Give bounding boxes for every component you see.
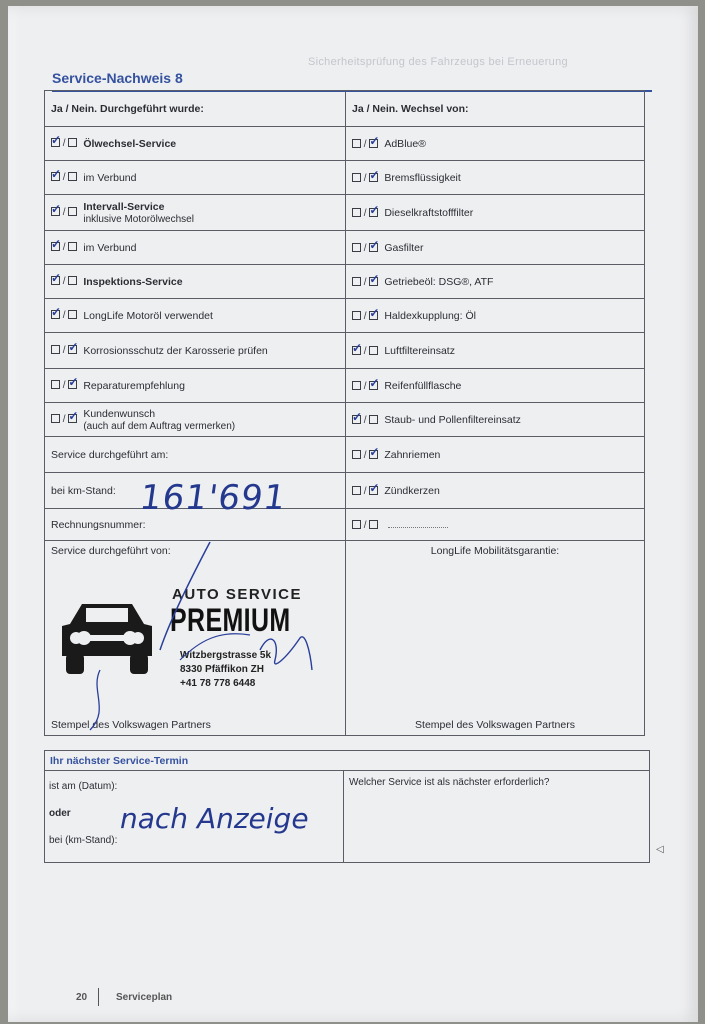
ja-nein-checkbox[interactable]: ✓ / — [51, 242, 77, 253]
nein-box[interactable] — [369, 486, 378, 495]
service-date-label: Service durchgeführt am: — [51, 448, 169, 461]
right-item-cell — [346, 161, 645, 195]
ja-box[interactable] — [352, 277, 361, 286]
ja-box[interactable] — [51, 345, 60, 354]
ja-box[interactable] — [352, 450, 361, 459]
right-item-label: AdBlue® — [384, 137, 426, 150]
ja-nein-checkbox[interactable]: / — [352, 520, 378, 531]
right-item-label: Bremsflüssigkeit — [384, 171, 461, 184]
ja-nein-checkbox[interactable]: ✓ / — [352, 415, 378, 426]
right-item-label: Haldexkupplung: Öl — [384, 309, 476, 322]
left-item-label: Ölwechsel-Service — [83, 137, 177, 150]
right-item-label: Getriebeöl: DSG®, ATF — [384, 275, 494, 288]
stamp-caption-right: Stempel des Volkswagen Partners — [415, 719, 575, 731]
nein-box[interactable] — [369, 173, 378, 182]
nein-box[interactable] — [369, 346, 378, 355]
nein-box[interactable] — [369, 415, 378, 424]
right-item-cell — [346, 195, 645, 231]
ja-box[interactable] — [51, 207, 60, 216]
right-item-cell — [346, 369, 645, 403]
stamp-address1: Witzbergstrasse 5k — [180, 650, 272, 661]
nein-box[interactable] — [68, 138, 77, 147]
left-item-label: Reparaturempfehlung — [83, 379, 185, 392]
ja-nein-checkbox[interactable]: ✓ / — [51, 138, 77, 149]
ja-box[interactable] — [352, 173, 361, 182]
left-item-cell — [45, 195, 346, 231]
right-item-cell — [346, 509, 645, 541]
left-item-label: Kundenwunsch — [83, 407, 156, 420]
footer-divider — [98, 988, 99, 1006]
ja-box[interactable] — [352, 139, 361, 148]
ja-nein-checkbox[interactable]: ✓ / — [51, 207, 77, 218]
next-service-header: Ihr nächster Service-Termin — [45, 751, 650, 771]
right-item-cell — [346, 437, 645, 473]
next-question: Welcher Service ist als nächster erforderlich? — [349, 777, 550, 788]
right-item-label: Zündkerzen — [384, 484, 440, 497]
next-question-cell — [344, 771, 650, 863]
left-item-label: Korrosionsschutz der Karosserie prüfen — [83, 344, 268, 357]
right-item-label: Staub- und Pollenfiltereinsatz — [384, 413, 521, 426]
right-item-label: Reifenfüllflasche — [384, 379, 462, 392]
nein-box[interactable] — [369, 277, 378, 286]
ja-box[interactable] — [51, 310, 60, 319]
dotted-line — [388, 527, 448, 528]
right-item-cell — [346, 231, 645, 265]
ja-nein-checkbox[interactable]: / ✓ — [352, 243, 378, 254]
ja-nein-checkbox[interactable]: ✓ / — [51, 276, 77, 287]
right-item-label: Luftfiltereinsatz — [384, 344, 455, 357]
right-item-cell — [346, 333, 645, 369]
footer-page-number: 20 — [76, 992, 88, 1003]
ja-nein-checkbox[interactable]: / ✓ — [352, 139, 378, 150]
ja-nein-checkbox[interactable]: / ✓ — [352, 208, 378, 219]
ja-box[interactable] — [352, 311, 361, 320]
nein-box[interactable] — [369, 139, 378, 148]
ja-nein-checkbox[interactable]: / ✓ — [352, 277, 378, 288]
nein-box[interactable] — [369, 450, 378, 459]
ja-box[interactable] — [352, 486, 361, 495]
next-handwritten: nach Anzeige — [120, 802, 309, 835]
ja-nein-checkbox[interactable]: ✓ / — [352, 346, 378, 357]
next-km-label: bei (km-Stand): — [49, 835, 118, 846]
service-date-cell — [45, 437, 346, 473]
left-item-cell — [45, 333, 346, 369]
ja-box[interactable] — [352, 243, 361, 252]
right-item-cell — [346, 473, 645, 509]
left-item-label: im Verbund — [83, 241, 137, 254]
nein-box[interactable] — [369, 311, 378, 320]
ja-box[interactable] — [51, 242, 60, 251]
invoice-label: Rechnungsnummer: — [51, 518, 146, 531]
stamp-address2: 8330 Pfäffikon ZH — [180, 664, 264, 675]
nein-box[interactable] — [68, 310, 77, 319]
ja-nein-checkbox[interactable]: / ✓ — [352, 381, 378, 392]
right-item-cell — [346, 265, 645, 299]
km-label: bei km-Stand: — [51, 484, 116, 497]
left-item-cell — [45, 231, 346, 265]
stamp-caption-left: Stempel des Volkswagen Partners — [51, 719, 211, 731]
ja-box[interactable] — [352, 346, 361, 355]
right-item-label: Zahnriemen — [384, 448, 441, 461]
right-item-label: Dieselkraftstofffilter — [384, 206, 474, 219]
left-item-cell — [45, 161, 346, 195]
ja-nein-checkbox[interactable]: ✓ / — [51, 172, 77, 183]
ja-nein-checkbox[interactable]: ✓ / — [51, 310, 77, 321]
nein-box[interactable] — [369, 520, 378, 529]
next-or-label: oder — [49, 808, 71, 819]
right-item-cell — [346, 127, 645, 161]
car-wrench-logo — [52, 594, 162, 684]
left-item-label: Inspektions-Service — [83, 275, 183, 288]
next-date-label: ist am (Datum): — [49, 781, 118, 792]
nein-box[interactable] — [68, 207, 77, 216]
left-item-sublabel: (auch auf dem Auftrag vermerken) — [83, 420, 236, 432]
ja-nein-checkbox[interactable]: / ✓ — [352, 486, 378, 497]
left-item-cell — [45, 265, 346, 299]
ja-nein-checkbox[interactable]: / ✓ — [352, 311, 378, 322]
ja-box[interactable] — [51, 380, 60, 389]
nein-box[interactable] — [68, 380, 77, 389]
nein-box[interactable] — [68, 242, 77, 251]
left-item-cell — [45, 403, 346, 437]
stamp-phone: +41 78 778 6448 — [180, 678, 256, 689]
ja-box[interactable] — [51, 414, 60, 423]
km-handwritten: 161'691 — [137, 478, 289, 518]
ja-nein-checkbox[interactable]: / ✓ — [352, 173, 378, 184]
left-item-cell — [45, 127, 346, 161]
ja-nein-checkbox[interactable]: / ✓ — [51, 345, 77, 356]
right-item-cell — [346, 299, 645, 333]
footer-section: Serviceplan — [116, 992, 173, 1003]
nein-box[interactable] — [369, 208, 378, 217]
nein-box[interactable] — [68, 345, 77, 354]
ja-box[interactable] — [352, 415, 361, 424]
ja-nein-checkbox[interactable]: / ✓ — [51, 380, 77, 391]
left-item-label: Intervall-Service — [83, 200, 165, 213]
right-header: Ja / Nein. Wechsel von: — [346, 91, 645, 127]
left-item-label: im Verbund — [83, 171, 137, 184]
right-item-label: Gasfilter — [384, 241, 424, 254]
mobility-label: LongLife Mobilitätsgarantie: — [430, 545, 560, 557]
left-item-sublabel: inklusive Motorölwechsel — [83, 213, 194, 225]
stamp-line1: AUTO SERVICE — [172, 586, 302, 603]
nein-box[interactable] — [68, 172, 77, 181]
edge-arrow-icon: ◁ — [656, 844, 664, 855]
left-item-cell — [45, 369, 346, 403]
ja-nein-checkbox[interactable]: / ✓ — [51, 414, 77, 425]
ja-box[interactable] — [352, 520, 361, 529]
mobility-cell — [346, 541, 645, 736]
nein-box[interactable] — [369, 243, 378, 252]
nein-box[interactable] — [68, 276, 77, 285]
ja-nein-checkbox[interactable]: / ✓ — [352, 450, 378, 461]
left-item-cell — [45, 299, 346, 333]
right-item-cell — [346, 403, 645, 437]
bleed-through-text: Sicherheitsprüfung des Fahrzeugs bei Erneuerung — [308, 56, 568, 68]
ja-box[interactable] — [51, 172, 60, 181]
ja-box[interactable] — [352, 381, 361, 390]
left-item-label: LongLife Motoröl verwendet — [83, 309, 213, 322]
performed-by-label: Service durchgeführt von: — [51, 545, 171, 557]
ja-box[interactable] — [352, 208, 361, 217]
stamp-line2: PREMIUM — [170, 602, 291, 638]
ja-box[interactable] — [51, 276, 60, 285]
nein-box[interactable] — [68, 414, 77, 423]
ja-box[interactable] — [51, 138, 60, 147]
page-title: Service-Nachweis 8 — [52, 70, 183, 86]
nein-box[interactable] — [369, 381, 378, 390]
dealer-stamp — [52, 586, 302, 696]
left-header: Ja / Nein. Durchgeführt wurde: — [45, 91, 346, 127]
